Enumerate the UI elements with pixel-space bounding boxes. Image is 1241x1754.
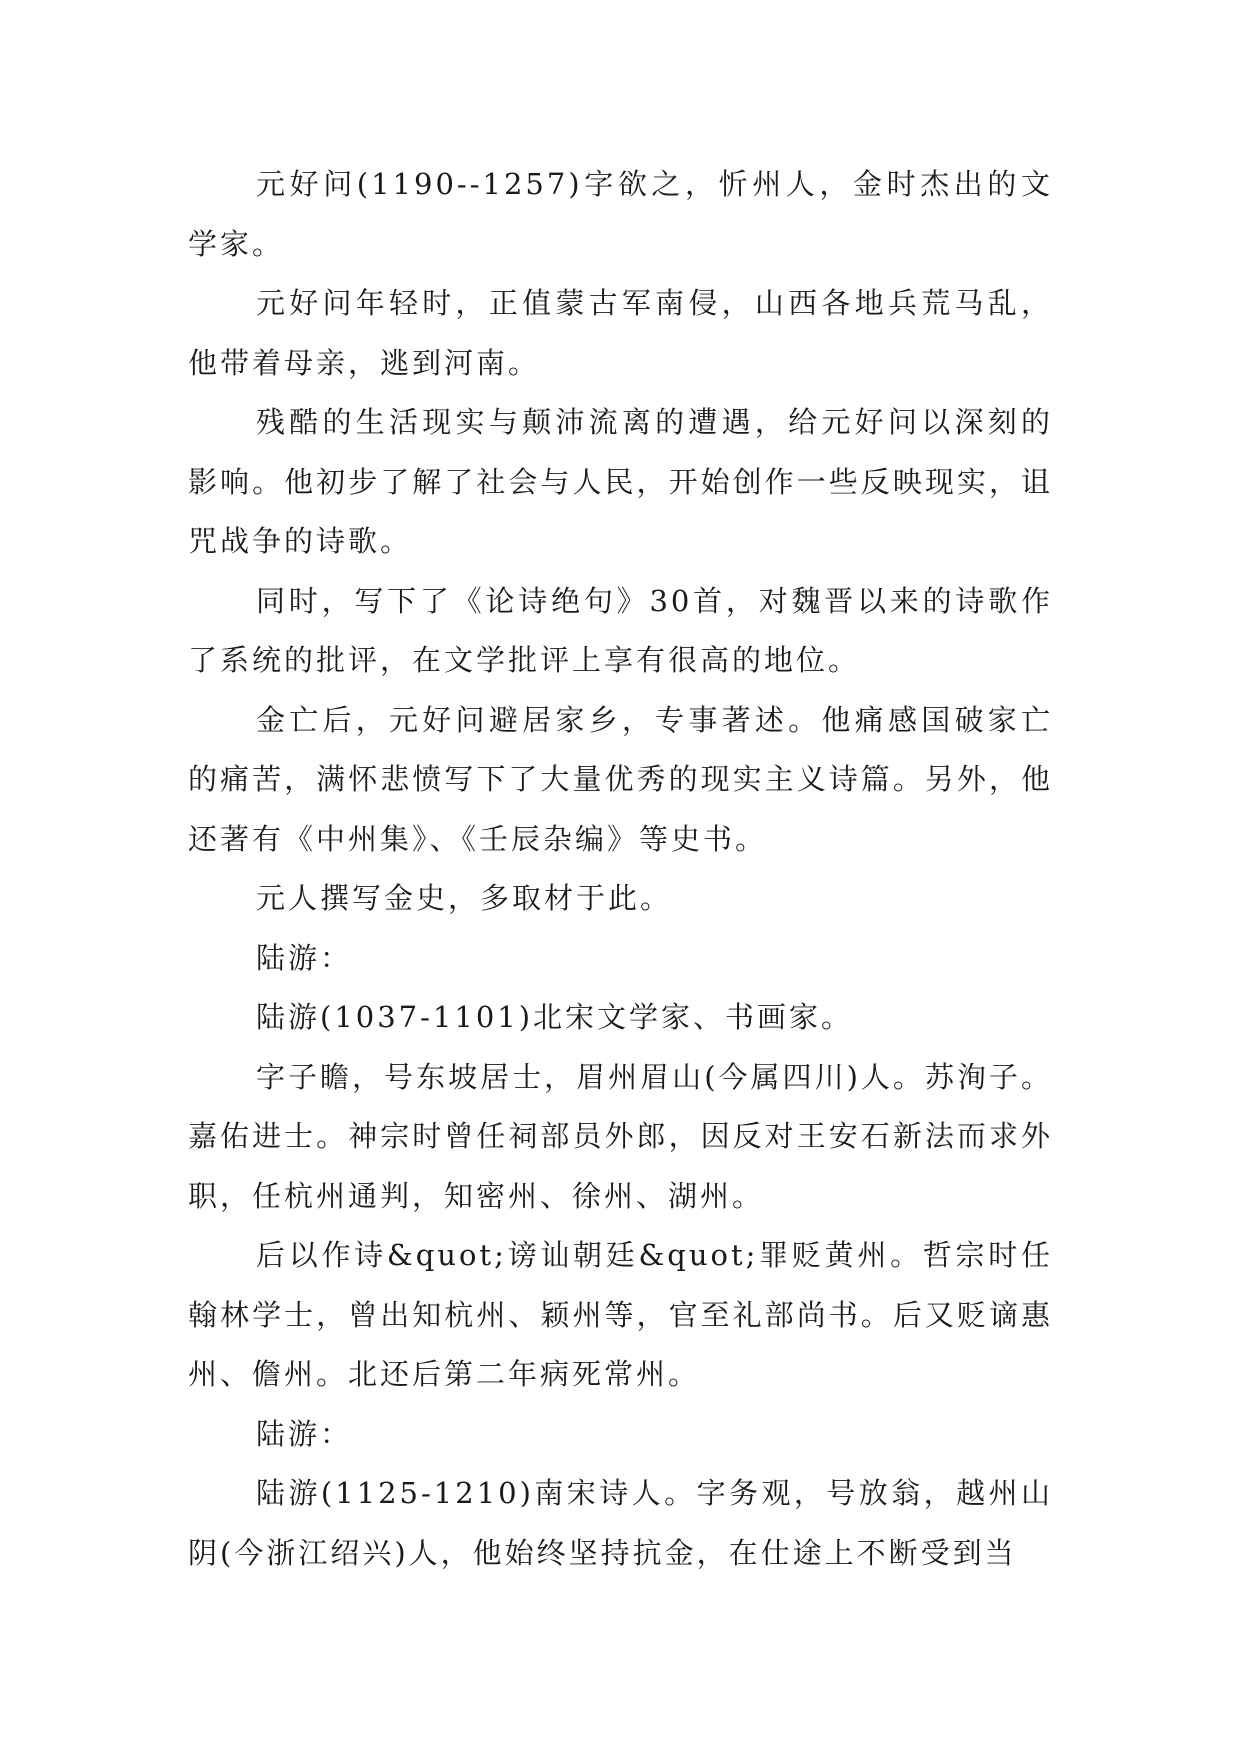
paragraph-4: 同时，写下了《论诗绝句》30首，对魏晋以来的诗歌作了系统的批评，在文学批评上享有很高的地位。 xyxy=(188,583,1053,677)
section-heading-lu-you-1: 陆游： xyxy=(256,940,353,975)
document-body xyxy=(188,155,1053,1583)
paragraph-6: 元人撰写金史，多取材于此。 xyxy=(256,881,673,915)
section-heading-lu-you-2: 陆游： xyxy=(256,1416,353,1451)
paragraph-3: 残酷的生活现实与颠沛流离的遭遇，给元好问以深刻的影响。他初步了解了社会与人民，开始创作一些反映现实，诅咒战争的诗歌。 xyxy=(188,405,1053,558)
paragraph-8: 陆游(1037-1101)北宋文学家、书画家。 xyxy=(256,1000,854,1034)
paragraph-12: 陆游(1125-1210)南宋诗人。字务观，号放翁，越州山阴(今浙江绍兴)人，他始终坚持抗金，在仕途上不断受到当 xyxy=(188,1476,1053,1570)
paragraph-10: 后以作诗&quot;谤讪朝廷&quot;罪贬黄州。哲宗时任翰林学士，曾出知杭州、颖州等，官至礼部尚书。后又贬谪惠州、儋州。北还后第二年病死常州。 xyxy=(188,1238,1053,1391)
paragraph-1: 元好问(1190--1257)字欲之，忻州人，金时杰出的文学家。 xyxy=(188,167,1053,261)
paragraph-5: 金亡后，元好问避居家乡，专事著述。他痛感国破家亡的痛苦，满怀悲愤写下了大量优秀的现实主义诗篇。另外，他还著有《中州集》、《壬辰杂编》等史书。 xyxy=(188,702,1053,856)
paragraph-2: 元好问年轻时，正值蒙古军南侵，山西各地兵荒马乱，他带着母亲，逃到河南。 xyxy=(188,286,1053,380)
paragraph-9: 字子瞻，号东坡居士，眉州眉山(今属四川)人。苏洵子。嘉佑进士。神宗时曾任祠部员外郎，因反对王安石新法而求外职，任杭州通判，知密州、徐州、湖州。 xyxy=(188,1059,1053,1213)
